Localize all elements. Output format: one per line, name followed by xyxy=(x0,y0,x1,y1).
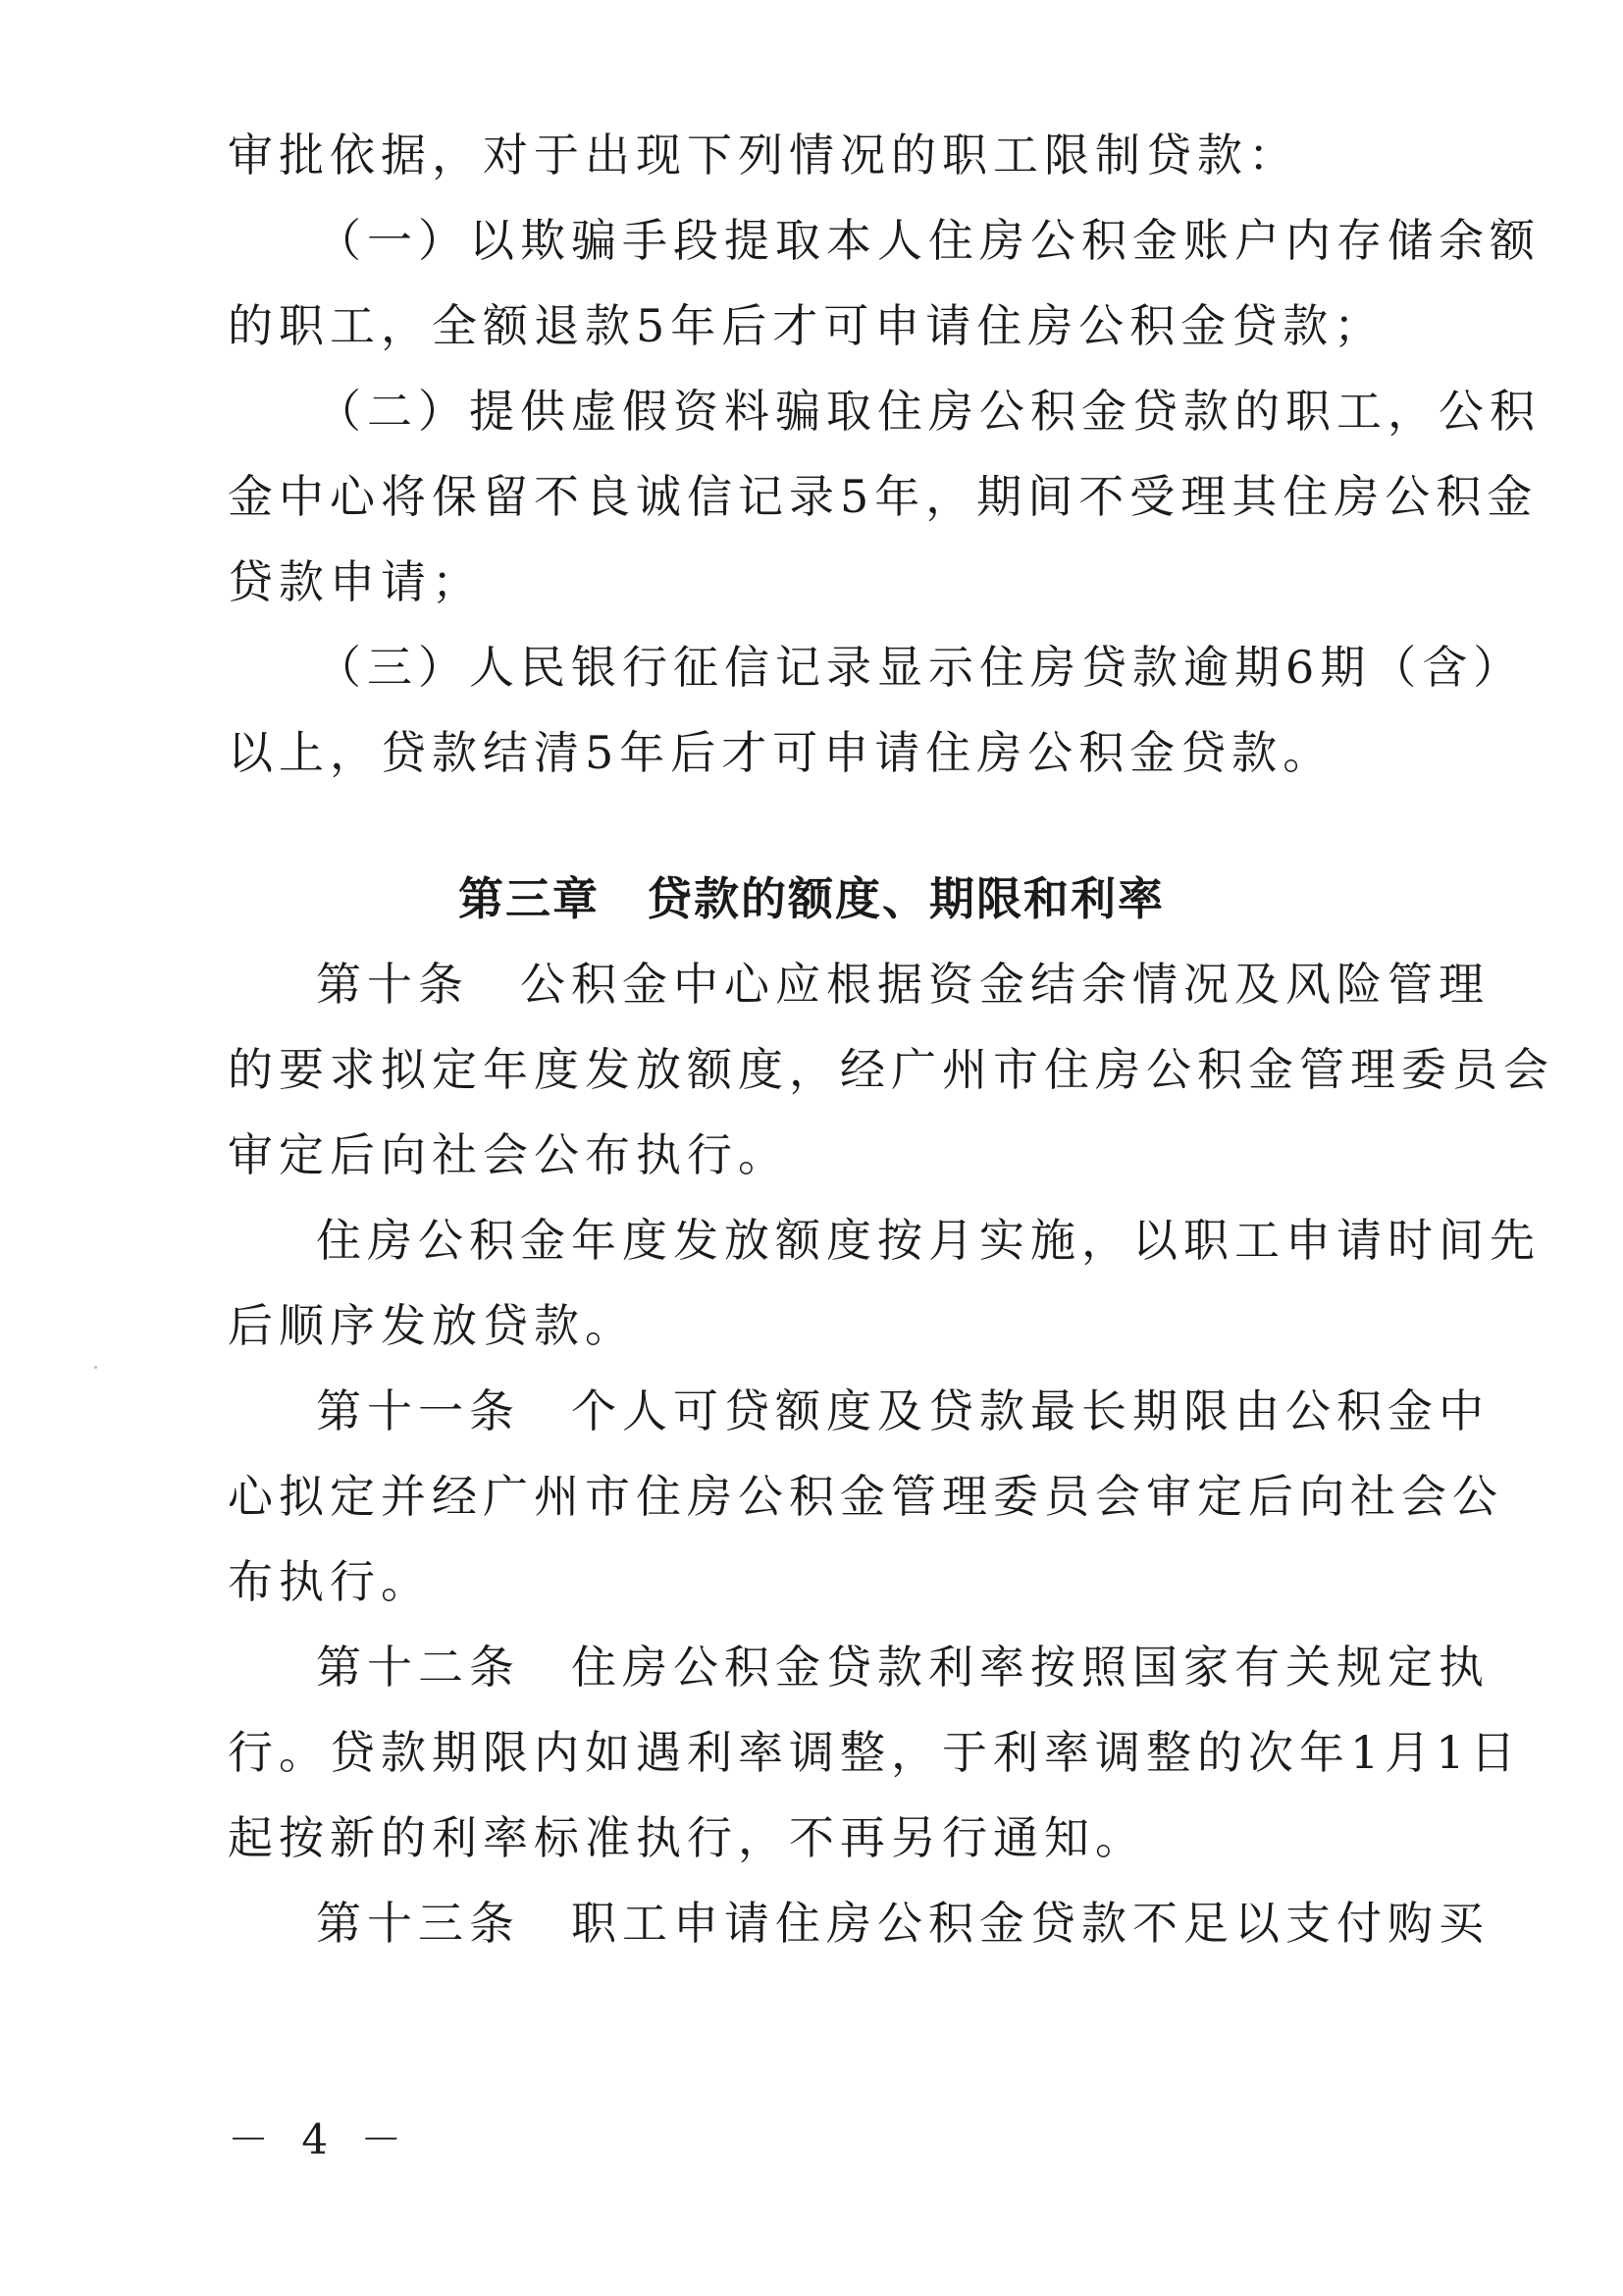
article-10-line-1: 第十条 公积金中心应根据资金结余情况及风险管理 xyxy=(316,958,1490,1011)
body-line-2: （一）以欺骗手段提取本人住房公积金账户内存储余额 xyxy=(316,214,1541,267)
body-line-7: （三）人民银行征信记录显示住房贷款逾期6期（含） xyxy=(316,641,1525,694)
article-12-line-2: 行。贷款期限内如遇利率调整，于利率调整的次年1月1日 xyxy=(228,1726,1522,1779)
article-11-line-2: 心拟定并经广州市住房公积金管理委员会审定后向社会公 xyxy=(228,1470,1503,1523)
article-11-line-3: 布执行。 xyxy=(228,1555,432,1608)
article-10-para2-line-2: 后顺序发放贷款。 xyxy=(228,1299,636,1352)
chapter-heading: 第三章 贷款的额度、期限和利率 xyxy=(458,872,1165,925)
body-line-1: 审批依据，对于出现下列情况的职工限制贷款： xyxy=(228,129,1299,182)
scan-speck xyxy=(94,1366,97,1369)
body-line-6: 贷款申请； xyxy=(228,555,483,608)
body-line-8: 以上，贷款结清5年后才可申请住房公积金贷款。 xyxy=(228,726,1335,779)
body-line-3: 的职工，全额退款5年后才可申请住房公积金贷款； xyxy=(228,299,1386,352)
article-11-line-1: 第十一条 个人可贷额度及贷款最长期限由公积金中 xyxy=(316,1384,1490,1437)
article-12-line-1: 第十二条 住房公积金贷款利率按照国家有关规定执 xyxy=(316,1641,1490,1694)
article-10-line-3: 审定后向社会公布执行。 xyxy=(228,1128,789,1181)
body-line-4: （二）提供虚假资料骗取住房公积金贷款的职工，公积 xyxy=(316,385,1541,438)
article-13-line-1: 第十三条 职工申请住房公积金贷款不足以支付购买 xyxy=(316,1897,1490,1950)
article-10-para2-line-1: 住房公积金年度发放额度按月实施，以职工申请时间先 xyxy=(316,1214,1541,1267)
article-12-line-3: 起按新的利率标准执行，不再另行通知。 xyxy=(228,1811,1146,1864)
page-number: － 4 － xyxy=(228,2115,412,2164)
article-10-line-2: 的要求拟定年度发放额度，经广州市住房公积金管理委员会 xyxy=(228,1043,1554,1096)
body-line-5: 金中心将保留不良诚信记录5年，期间不受理其住房公积金 xyxy=(228,470,1539,523)
